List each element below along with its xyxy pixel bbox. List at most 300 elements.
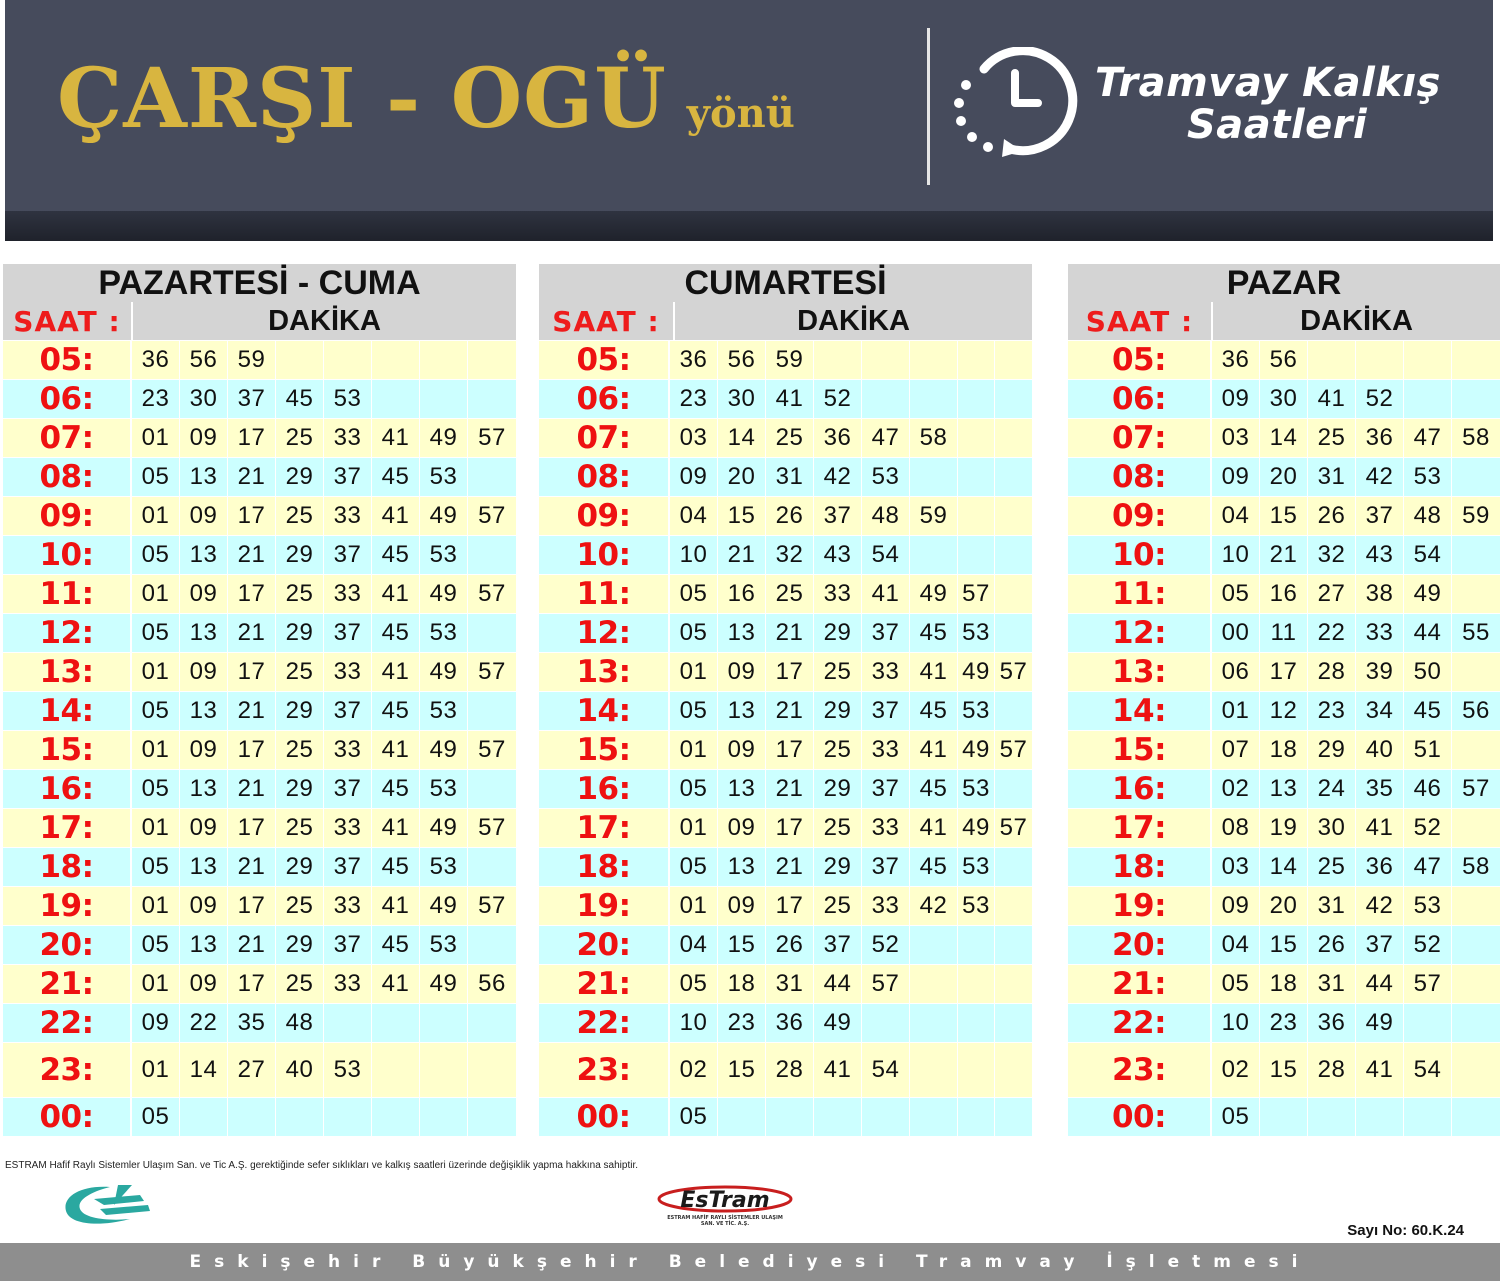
- minute-cell: 53: [958, 692, 995, 730]
- minute-cell: [995, 380, 1032, 418]
- schedule-row: [3, 379, 516, 418]
- minute-cell: 14: [718, 419, 766, 457]
- minute-cell: [468, 341, 516, 379]
- hour-cell: 10:: [1068, 536, 1212, 574]
- minute-cell: [958, 497, 995, 535]
- minute-cell: 19: [1260, 809, 1308, 847]
- minute-cell: 28: [1308, 653, 1356, 691]
- minute-cell: 31: [766, 965, 814, 1003]
- footer-bar-text: Eskişehir Büyükşehir Belediyesi Tramvay İşletmesi: [189, 1252, 1311, 1272]
- issue-number: Sayı No: 60.K.24: [1347, 1222, 1464, 1239]
- minute-cells: [132, 380, 516, 418]
- minute-cell: 25: [276, 809, 324, 847]
- hour-cell: 17:: [3, 809, 132, 847]
- minute-cell: 09: [180, 965, 228, 1003]
- brand-line-1: Tramvay Kalkış: [1095, 60, 1441, 106]
- minute-cell: [995, 497, 1032, 535]
- saat-label: SAAT :: [1068, 302, 1213, 340]
- minute-cell: 09: [718, 731, 766, 769]
- minute-cell: 01: [670, 887, 718, 925]
- minute-cell: 45: [910, 614, 958, 652]
- schedule-row: [3, 574, 516, 613]
- hour-cell: 14:: [3, 692, 132, 730]
- minute-cell: 44: [1356, 965, 1404, 1003]
- hour-cell: 11:: [539, 575, 670, 613]
- schedule-row: [1068, 652, 1500, 691]
- schedule-row: [539, 730, 1032, 769]
- minute-cell: [324, 1098, 372, 1136]
- minute-cell: 35: [1356, 770, 1404, 808]
- minute-cell: [1404, 380, 1452, 418]
- minute-cell: 59: [228, 341, 276, 379]
- minute-cell: 41: [372, 575, 420, 613]
- minute-cell: [1452, 575, 1500, 613]
- minute-cell: 57: [999, 658, 1028, 685]
- minute-cell: 49: [958, 731, 995, 769]
- minute-cell: [1452, 1004, 1500, 1042]
- minute-cell: 37: [324, 536, 372, 574]
- route-title: [57, 51, 795, 147]
- minute-cell: 41: [372, 887, 420, 925]
- minute-cell: 13: [180, 614, 228, 652]
- minute-cell: 01: [1212, 692, 1260, 730]
- minute-cell: 33: [862, 653, 910, 691]
- minute-cell: 10: [1212, 536, 1260, 574]
- minute-cell: 53: [862, 458, 910, 496]
- minute-cell: [995, 536, 1032, 574]
- minute-cell: 36: [766, 1004, 814, 1042]
- minute-cell: 13: [180, 770, 228, 808]
- minute-cell: 52: [1404, 926, 1452, 964]
- minute-cell: 48: [1404, 497, 1452, 535]
- minute-cells: [670, 965, 1032, 1003]
- hour-cell: 05:: [539, 341, 670, 379]
- minute-cell: 42: [1356, 458, 1404, 496]
- minute-cell: [468, 692, 516, 730]
- minute-cell: [468, 380, 516, 418]
- minute-cell: 25: [276, 965, 324, 1003]
- schedule-row: [3, 340, 516, 379]
- minute-cells: [132, 809, 516, 847]
- panel-sunday: [1068, 264, 1500, 1136]
- minute-cells: [1212, 536, 1500, 574]
- schedule-row: [3, 1003, 516, 1042]
- schedule-row: [1068, 379, 1500, 418]
- minute-cell: 40: [1356, 731, 1404, 769]
- minute-cell: 29: [814, 692, 862, 730]
- hour-cell: 15:: [3, 731, 132, 769]
- schedule-row: [3, 418, 516, 457]
- minute-cell: [1356, 1098, 1404, 1136]
- minute-cell: 37: [814, 926, 862, 964]
- schedule-row: [3, 457, 516, 496]
- minute-cells: [1212, 653, 1500, 691]
- minute-cell: 49: [1404, 575, 1452, 613]
- minute-cell: [180, 1098, 228, 1136]
- schedule-row: [1068, 1003, 1500, 1042]
- minute-cell: 49: [910, 575, 958, 613]
- dakika-label: DAKİKA: [1300, 305, 1413, 337]
- minute-cell: 49: [958, 809, 995, 847]
- minute-cell: 24: [1308, 770, 1356, 808]
- hour-cell: 16:: [1068, 770, 1212, 808]
- minute-cell: 04: [1212, 926, 1260, 964]
- minute-cell: 31: [1308, 965, 1356, 1003]
- minute-cell: 12: [1260, 692, 1308, 730]
- minute-cells: [132, 419, 516, 457]
- minute-cells: [670, 1098, 1032, 1136]
- hour-cell: 23:: [539, 1043, 670, 1097]
- minute-cell: [958, 458, 995, 496]
- minute-cell: 38: [1356, 575, 1404, 613]
- minute-cell: 16: [1260, 575, 1308, 613]
- minute-cell: 41: [910, 731, 958, 769]
- minute-cell: [228, 1098, 276, 1136]
- minute-cell: 36: [1356, 848, 1404, 886]
- minute-cell: 13: [718, 614, 766, 652]
- minute-cell: [468, 614, 516, 652]
- minute-cells: [132, 731, 516, 769]
- schedule-row: [3, 496, 516, 535]
- minute-cell: 25: [814, 653, 862, 691]
- minute-cells: [670, 458, 1032, 496]
- minute-cell: [995, 692, 1032, 730]
- minute-cells: [132, 926, 516, 964]
- minute-cell: 13: [180, 692, 228, 730]
- schedule-row: [3, 613, 516, 652]
- schedule-rows: [1068, 340, 1500, 1136]
- minute-cell: 20: [1260, 458, 1308, 496]
- minute-cells: [670, 380, 1032, 418]
- minute-cell: 15: [1260, 926, 1308, 964]
- minute-cell: 36: [1308, 1004, 1356, 1042]
- minute-cell: 05: [132, 458, 180, 496]
- minute-cell: [995, 1043, 1032, 1097]
- minute-cell: 53: [420, 458, 468, 496]
- hour-cell: 09:: [1068, 497, 1212, 535]
- schedule-row: [1068, 808, 1500, 847]
- minute-cell: 01: [132, 419, 180, 457]
- schedule-rows: [3, 340, 516, 1136]
- minute-cell: 05: [132, 614, 180, 652]
- minute-cell: 36: [1212, 341, 1260, 379]
- minute-cells: [1212, 614, 1500, 652]
- minute-cell: 17: [228, 965, 276, 1003]
- minute-cell: [958, 341, 995, 379]
- minute-cells: [1212, 1098, 1500, 1136]
- minute-cell: [276, 341, 324, 379]
- minute-cells: [670, 887, 1032, 925]
- minute-cell: 23: [132, 380, 180, 418]
- minute-cells: [670, 536, 1032, 574]
- schedule-row: [3, 964, 516, 1003]
- minute-cell: 48: [862, 497, 910, 535]
- minute-cell: 05: [1212, 965, 1260, 1003]
- minute-cell: [862, 1004, 910, 1042]
- minute-cell: 42: [814, 458, 862, 496]
- minute-cell: 05: [670, 692, 718, 730]
- minute-cell: 01: [132, 497, 180, 535]
- schedule-row: [539, 808, 1032, 847]
- minute-cell: 41: [372, 731, 420, 769]
- minute-cell: 41: [372, 419, 420, 457]
- schedule-row: [539, 847, 1032, 886]
- minute-cells: [1212, 887, 1500, 925]
- minute-cell: [910, 380, 958, 418]
- minute-cell: 25: [276, 419, 324, 457]
- minute-cell: 05: [132, 1098, 180, 1136]
- minute-cell: 21: [1260, 536, 1308, 574]
- minute-cell: 05: [670, 770, 718, 808]
- minute-cell: 05: [670, 614, 718, 652]
- column-headers: [3, 302, 516, 340]
- footer-bar: [0, 1243, 1500, 1281]
- estram-sub-line-1: ESTRAM HAFİF RAYLI SİSTEMLER ULAŞIM: [667, 1215, 783, 1221]
- minute-cell: [1452, 887, 1500, 925]
- minute-cell: 56: [1462, 697, 1490, 724]
- minute-cell: [862, 1098, 910, 1136]
- minute-cell: [958, 1098, 995, 1136]
- minute-cell: [910, 965, 958, 1003]
- hour-cell: 10:: [539, 536, 670, 574]
- minute-cell: [324, 341, 372, 379]
- minute-cells: [132, 1004, 516, 1042]
- minute-cell: [420, 341, 468, 379]
- minute-cell: [1356, 341, 1404, 379]
- minute-cell: 53: [958, 614, 995, 652]
- hour-cell: 10:: [3, 536, 132, 574]
- hour-cell: 11:: [3, 575, 132, 613]
- minute-cells: [670, 419, 1032, 457]
- minute-cell: 25: [814, 809, 862, 847]
- minute-cell: 05: [132, 848, 180, 886]
- estram-logo-subtitle: [655, 1215, 795, 1227]
- hour-cell: 20:: [1068, 926, 1212, 964]
- minute-cell: 25: [814, 731, 862, 769]
- minute-cells: [132, 1098, 516, 1136]
- estram-logo: [655, 1185, 795, 1233]
- minute-cell: 36: [814, 419, 862, 457]
- minute-cell: 29: [276, 926, 324, 964]
- hour-cell: 17:: [1068, 809, 1212, 847]
- schedule-row: [3, 769, 516, 808]
- minute-cell: [1308, 1098, 1356, 1136]
- minute-cell: 09: [180, 731, 228, 769]
- minute-cells: [1212, 692, 1500, 730]
- minute-cell: 54: [1404, 536, 1452, 574]
- minute-cell: 26: [766, 497, 814, 535]
- minute-cell: 31: [766, 458, 814, 496]
- minute-cell: [910, 458, 958, 496]
- estram-logo-mark: [655, 1185, 795, 1215]
- minute-cell: 08: [1212, 809, 1260, 847]
- minute-cell: 06: [1212, 653, 1260, 691]
- minute-cell: 11: [1260, 614, 1308, 652]
- minute-cell: 29: [276, 614, 324, 652]
- minute-cell: [995, 770, 1032, 808]
- hour-cell: 23:: [1068, 1043, 1212, 1097]
- minute-cell: 48: [276, 1004, 324, 1042]
- minute-cell: [372, 1004, 420, 1042]
- minute-cell: 17: [1260, 653, 1308, 691]
- minute-cell: 49: [1356, 1004, 1404, 1042]
- minute-cell: 45: [372, 692, 420, 730]
- minute-cell: 20: [1260, 887, 1308, 925]
- minute-cell: 28: [766, 1043, 814, 1097]
- minute-cell: 21: [228, 536, 276, 574]
- hour-cell: 21:: [3, 965, 132, 1003]
- schedule-row: [3, 1097, 516, 1136]
- minute-cell: 37: [324, 848, 372, 886]
- minute-cell: [995, 848, 1032, 886]
- minute-cell: 43: [814, 536, 862, 574]
- minute-cell: [276, 1098, 324, 1136]
- minute-cell: 30: [1260, 380, 1308, 418]
- minute-cell: [995, 1004, 1032, 1042]
- minute-cells: [1212, 575, 1500, 613]
- minute-cell: 01: [132, 887, 180, 925]
- minute-cell: 21: [766, 692, 814, 730]
- minute-cell: 29: [1308, 731, 1356, 769]
- minute-cell: 57: [999, 814, 1028, 841]
- brand-title: [1095, 62, 1490, 146]
- hour-cell: 14:: [1068, 692, 1212, 730]
- minute-cell: [814, 341, 862, 379]
- minute-cell: 25: [276, 497, 324, 535]
- minute-cell: 45: [372, 848, 420, 886]
- minute-cell: 17: [228, 731, 276, 769]
- minute-cell: 52: [1404, 809, 1452, 847]
- minute-cell: 45: [276, 380, 324, 418]
- minute-cell: 52: [814, 380, 862, 418]
- hour-cell: 06:: [539, 380, 670, 418]
- minute-cell: 40: [276, 1043, 324, 1097]
- schedule-row: [1068, 1097, 1500, 1136]
- minute-cell: 18: [1260, 965, 1308, 1003]
- minute-cell: 23: [670, 380, 718, 418]
- schedule-row: [3, 847, 516, 886]
- schedule-row: [1068, 535, 1500, 574]
- saat-label: SAAT :: [3, 302, 133, 340]
- hour-cell: 13:: [3, 653, 132, 691]
- hour-cell: 17:: [539, 809, 670, 847]
- minute-cells: [132, 458, 516, 496]
- minute-cell: 00: [1212, 614, 1260, 652]
- minute-cell: 22: [180, 1004, 228, 1042]
- minute-cell: [468, 1004, 516, 1042]
- schedule-row: [539, 769, 1032, 808]
- minute-cell: 20: [718, 458, 766, 496]
- hour-cell: 00:: [1068, 1098, 1212, 1136]
- route-direction: yönü: [686, 90, 795, 137]
- minute-cells: [132, 614, 516, 652]
- minute-cells: [132, 965, 516, 1003]
- minute-cell: [1452, 536, 1500, 574]
- minute-cell: [468, 1043, 516, 1097]
- minute-cell: 23: [718, 1004, 766, 1042]
- estram-logo-text: EsTram: [680, 1188, 770, 1213]
- minute-cell: [995, 614, 1032, 652]
- minute-cell: 37: [862, 848, 910, 886]
- minute-cell: 21: [228, 458, 276, 496]
- hour-cell: 09:: [539, 497, 670, 535]
- schedule-row: [1068, 925, 1500, 964]
- minute-cell: [1452, 809, 1500, 847]
- minute-cell: 58: [1462, 424, 1490, 451]
- minute-cell: 57: [1404, 965, 1452, 1003]
- minute-cell: 57: [478, 502, 506, 529]
- minute-cell: 23: [1260, 1004, 1308, 1042]
- minute-cell: [1452, 1043, 1500, 1097]
- minute-cell: 17: [228, 887, 276, 925]
- minute-cell: 17: [228, 419, 276, 457]
- minute-cell: 33: [324, 965, 372, 1003]
- minute-cell: 41: [372, 965, 420, 1003]
- minute-cell: 25: [814, 887, 862, 925]
- dakika-label: DAKİKA: [268, 305, 381, 337]
- hour-cell: 16:: [3, 770, 132, 808]
- schedule-row: [539, 613, 1032, 652]
- minute-cell: 17: [766, 887, 814, 925]
- minute-cell: 56: [180, 341, 228, 379]
- minute-cell: 37: [814, 497, 862, 535]
- minute-cell: [1404, 1004, 1452, 1042]
- minute-cell: 04: [670, 926, 718, 964]
- schedule-row: [1068, 964, 1500, 1003]
- minute-cell: 33: [862, 887, 910, 925]
- minute-cell: 05: [670, 848, 718, 886]
- minute-cell: 21: [718, 536, 766, 574]
- minute-cell: 36: [1356, 419, 1404, 457]
- minute-cell: 13: [180, 458, 228, 496]
- schedule-row: [3, 886, 516, 925]
- minute-cell: 33: [324, 575, 372, 613]
- minute-cell: 41: [1356, 809, 1404, 847]
- minute-cell: 45: [372, 770, 420, 808]
- minute-cell: [958, 965, 995, 1003]
- minute-cell: [468, 458, 516, 496]
- minute-cell: 49: [420, 497, 468, 535]
- minute-cells: [132, 536, 516, 574]
- minute-cell: 21: [766, 848, 814, 886]
- minute-cell: 09: [1212, 380, 1260, 418]
- schedule-row: [539, 1097, 1032, 1136]
- minute-cell: 41: [372, 497, 420, 535]
- minute-cell: 49: [420, 653, 468, 691]
- schedule-row: [539, 652, 1032, 691]
- minute-cell: [468, 770, 516, 808]
- minute-cells: [670, 731, 1032, 769]
- minute-cell: 45: [372, 458, 420, 496]
- minute-cell: 25: [276, 887, 324, 925]
- minute-cell: [372, 1043, 420, 1097]
- hour-cell: 07:: [539, 419, 670, 457]
- minute-cell: [995, 458, 1032, 496]
- minute-cell: 10: [670, 1004, 718, 1042]
- minute-cell: 25: [276, 575, 324, 613]
- minute-cell: 37: [862, 770, 910, 808]
- minute-cell: 33: [324, 809, 372, 847]
- minute-cell: [910, 926, 958, 964]
- minute-cell: 53: [1404, 458, 1452, 496]
- minute-cell: 57: [999, 736, 1028, 763]
- minute-cell: [1452, 1098, 1500, 1136]
- header-divider: [927, 28, 930, 185]
- minute-cells: [1212, 341, 1500, 379]
- minute-cell: 22: [1308, 614, 1356, 652]
- minute-cell: 34: [1356, 692, 1404, 730]
- minute-cell: 13: [718, 770, 766, 808]
